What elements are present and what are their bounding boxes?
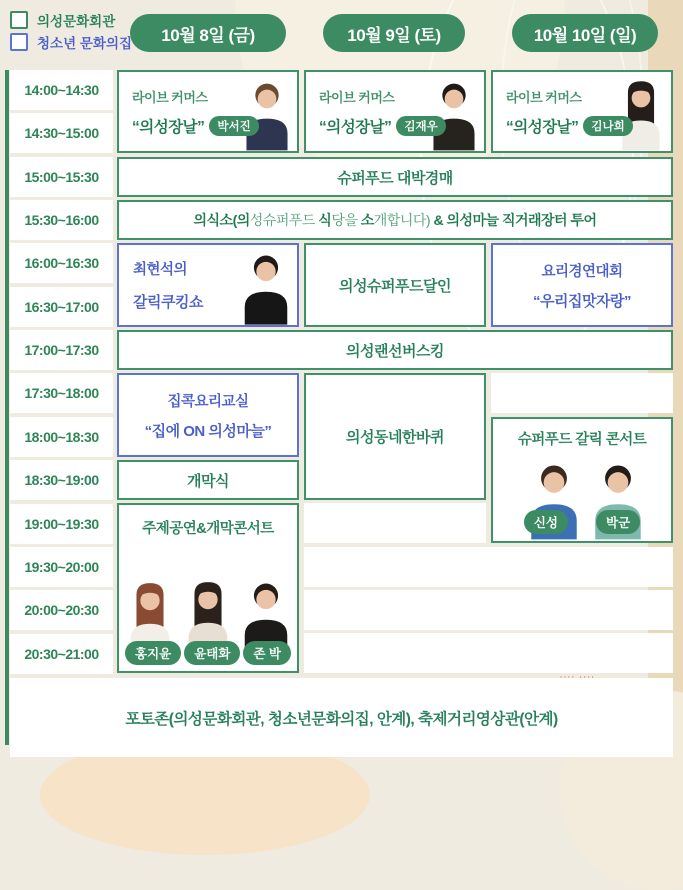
event-title-line1: 집콕요리교실 [167,393,249,410]
event-title: 의성동네한바퀴 [346,429,444,446]
event-title: “의성장날” [132,118,205,136]
event-text [132,72,259,151]
time-slot-label: 15:00~15:30 [10,157,113,197]
time-slot-label: 15:30~16:00 [10,200,113,240]
event-title: 의식소(의성슈퍼푸드 식당을 소개합니다) & 의성마늘 직거래장터 투어 [193,212,597,228]
time-slot-label: 17:00~17:30 [10,330,113,370]
event-title: 의성슈퍼푸드달인 [339,277,451,295]
event-choi-garlic-cooking-show [117,243,299,327]
time-slot-label: 19:30~20:00 [10,547,113,587]
event-title: “의성장날” [506,118,579,136]
blue-checkbox-icon [10,33,28,51]
performer-badge: 김재우 [396,116,445,136]
event-title: 슈퍼푸드 갈릭 콘서트 [517,432,647,448]
event-title-line1: 요리경연대회 [541,263,623,280]
empty-slot [304,547,673,587]
time-slot-label: 17:30~18:00 [10,373,113,413]
date-pill-oct-9: 10월 9일 (토) [323,14,465,52]
event-opening-ceremony [117,460,299,500]
performer-badge: 존 박 [243,641,291,665]
event-title: 주제공연&개막콘서트 [142,521,274,537]
empty-slot [491,373,673,413]
event-text [319,72,446,151]
performer-badge: 박군 [596,510,640,534]
performer-badge: 김나희 [583,116,632,136]
time-slot-label: 18:00~18:30 [10,417,113,457]
photozone-text: 포토존(의성문화회관, 청소년문화의집, 안계), 축제거리영상관(안계) [125,710,558,728]
event-title-line2: “우리집맛자랑” [533,292,631,310]
event-superfood-master [304,243,486,327]
event-text [506,72,633,151]
event-title: 의성랜선버스킹 [346,342,444,360]
legend-label: 청소년 문화의집 [37,36,133,51]
time-slot-label: 14:30~15:00 [10,113,113,153]
event-subtitle: 라이브 커머스 [132,89,208,105]
empty-slot [304,590,673,630]
empty-slot [304,503,486,543]
legend-label: 의성문화회관 [37,14,116,29]
legend-item-uiseong-culture-hall [10,12,132,28]
event-title: 슈퍼푸드 대박경매 [337,169,453,187]
performer-badge: 신성 [524,510,568,534]
time-slot-label: 16:30~17:00 [10,287,113,327]
empty-slot [304,633,673,673]
venue-legend [10,12,132,56]
event-title-line2: “집에 ON 의성마늘” [144,422,272,440]
event-title-line1: 최현석의 [133,262,188,278]
photozone-footer [10,678,673,757]
date-pill-oct-8: 10월 8일 (금) [130,14,286,52]
green-checkbox-icon [10,11,28,29]
event-superfood-auction [117,157,673,197]
event-neighborhood-tour [304,373,486,500]
time-slot-label: 16:00~16:30 [10,243,113,283]
event-title-line2: 갈릭쿠킹쇼 [133,294,203,311]
event-home-cooking-class [117,373,299,457]
event-title: 개막식 [187,472,229,490]
event-text [133,245,203,325]
event-uisikso-garlic-market-tour [117,200,673,240]
event-subtitle: 라이브 커머스 [319,89,395,105]
event-live-commerce-sat [304,70,486,153]
performer-badge: 홍지윤 [125,641,181,665]
time-slot-label: 20:30~21:00 [10,634,113,674]
date-pill-oct-10: 10월 10일 (일) [512,14,658,52]
performer-badge: 윤태화 [184,641,240,665]
event-subtitle: 라이브 커머스 [506,89,582,105]
performer-badge: 박서진 [209,116,258,136]
time-slot-label: 20:00~20:30 [10,590,113,630]
event-live-commerce-fri [117,70,299,153]
time-slot-label: 18:30~19:00 [10,460,113,500]
event-title: “의성장날” [319,118,392,136]
event-cooking-contest [491,243,673,327]
event-online-busking [117,330,673,370]
legend-item-youth-culture-house [10,34,132,50]
left-green-accent-line [5,70,9,745]
time-slot-label: 19:00~19:30 [10,504,113,544]
time-slot-label: 14:00~14:30 [10,70,113,110]
event-superfood-garlic-concert [491,417,673,543]
event-theme-performance-opening-concert [117,503,299,673]
event-live-commerce-sun [491,70,673,153]
chef-choi-hyun-seok-photo [237,247,295,325]
